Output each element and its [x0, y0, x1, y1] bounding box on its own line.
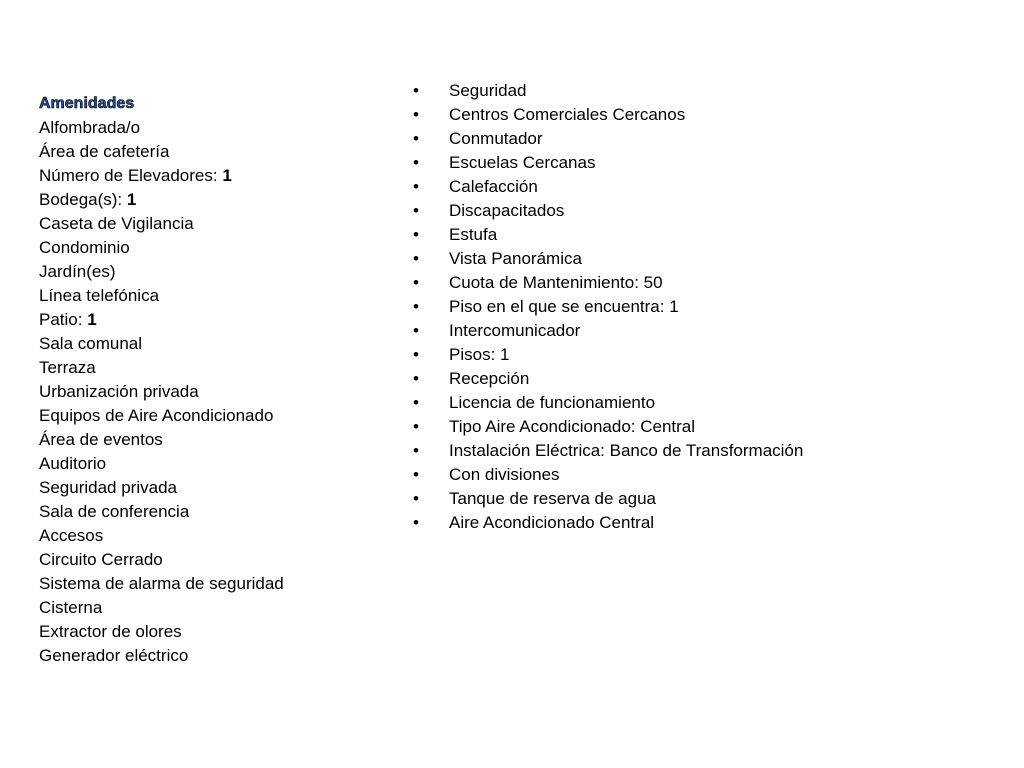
bullet-icon: •: [413, 273, 419, 292]
amenidad-label: Área de eventos: [39, 430, 163, 449]
caracteristica-label: Escuelas Cercanas: [449, 153, 596, 172]
caracteristica-label: Licencia de funcionamiento: [449, 393, 656, 412]
caracteristica-item: [410, 247, 1010, 271]
amenidad-label: Auditorio: [39, 454, 107, 473]
bullet-icon: •: [413, 297, 419, 316]
bullet-icon: •: [413, 129, 419, 148]
amenidad-label: Sistema de alarma de seguridad: [39, 574, 284, 593]
amenidad-value: 1: [126, 190, 137, 209]
bullet-icon: •: [413, 393, 419, 412]
amenidad-item: [39, 164, 379, 188]
caracteristica-label: Conmutador: [449, 129, 543, 148]
amenidad-value: 1: [222, 166, 232, 185]
amenidad-item: [39, 380, 379, 404]
caracteristica-item: [410, 391, 1010, 415]
bullet-icon: •: [413, 417, 419, 436]
caracteristica-item: [410, 487, 1010, 511]
caracteristica-item: [410, 151, 1010, 175]
caracteristica-item: [410, 343, 1010, 367]
caracteristica-item: [410, 271, 1010, 295]
caracteristica-label: Piso en el que se encuentra: 1: [449, 297, 679, 316]
amenidad-label: Número de Elevadores:: [39, 166, 223, 185]
caracteristica-label: Estufa: [449, 225, 498, 244]
caracteristica-item: [410, 319, 1010, 343]
amenidad-item: [39, 236, 379, 260]
amenidad-item: [39, 500, 379, 524]
amenidad-item: [39, 188, 379, 212]
caracteristica-item: [410, 199, 1010, 223]
amenidad-label: Generador eléctrico: [39, 646, 189, 665]
amenidad-item: [39, 596, 379, 620]
bullet-icon: •: [413, 249, 419, 268]
amenidad-label: Línea telefónica: [39, 286, 160, 305]
amenidad-item: [39, 140, 379, 164]
amenidad-item: [39, 524, 379, 548]
amenidad-item: [39, 572, 379, 596]
caracteristica-item: [410, 175, 1010, 199]
amenidad-item: [39, 644, 379, 668]
amenidad-item: [39, 452, 379, 476]
bullet-icon: •: [413, 321, 419, 340]
amenidad-label: Seguridad privada: [39, 478, 177, 497]
caracteristica-item: [410, 127, 1010, 151]
amenidad-item: [39, 428, 379, 452]
amenidad-item: [39, 620, 379, 644]
amenidades-list: [39, 116, 379, 668]
amenidad-label: Terraza: [39, 358, 96, 377]
amenidad-item: [39, 356, 379, 380]
amenidad-label: Área de cafetería: [39, 142, 170, 161]
amenidad-label: Equipos de Aire Acondicionado: [39, 406, 274, 425]
bullet-icon: •: [413, 225, 419, 244]
bullet-icon: •: [413, 465, 419, 484]
amenidad-item: [39, 548, 379, 572]
caracteristica-label: Aire Acondicionado Central: [449, 513, 655, 532]
amenidad-item: [39, 404, 379, 428]
caracteristica-label: Tanque de reserva de agua: [449, 489, 656, 508]
caracteristica-label: Seguridad: [449, 81, 527, 100]
amenidad-label: Circuito Cerrado: [39, 550, 163, 569]
bullet-icon: •: [413, 369, 419, 388]
caracteristica-item: [410, 79, 1010, 103]
amenidad-item: [39, 308, 379, 332]
caracteristica-label: Pisos: 1: [449, 345, 510, 364]
amenidades-heading: Amenidades: [39, 95, 135, 112]
bullet-icon: •: [413, 489, 419, 508]
caracteristicas-bullet-list: [410, 79, 1010, 535]
caracteristica-item: [410, 463, 1010, 487]
amenidad-item: [39, 116, 379, 140]
bullet-icon: •: [413, 441, 419, 460]
bullet-icon: •: [413, 105, 419, 124]
amenidad-label: Jardín(es): [39, 262, 116, 281]
amenidad-item: [39, 476, 379, 500]
caracteristica-label: Cuota de Mantenimiento: 50: [449, 273, 663, 292]
bullet-icon: •: [413, 201, 419, 220]
caracteristica-label: Recepción: [449, 369, 530, 388]
caracteristica-label: Discapacitados: [449, 201, 565, 220]
caracteristica-item: [410, 295, 1010, 319]
caracteristica-label: Con divisiones: [449, 465, 560, 484]
bullet-icon: •: [413, 177, 419, 196]
amenidad-item: [39, 332, 379, 356]
amenidad-item: [39, 260, 379, 284]
amenidad-label: Sala comunal: [39, 334, 143, 353]
caracteristica-label: Vista Panorámica: [449, 249, 582, 268]
amenidad-label: Urbanización privada: [39, 382, 199, 401]
bullet-icon: •: [413, 153, 419, 172]
amenidad-item: [39, 284, 379, 308]
caracteristica-item: [410, 367, 1010, 391]
amenidad-item: [39, 212, 379, 236]
amenidad-label: Extractor de olores: [39, 622, 182, 641]
caracteristica-label: Intercomunicador: [449, 321, 581, 340]
amenidad-label: Patio:: [39, 310, 88, 329]
amenidad-label: Sala de conferencia: [39, 502, 190, 521]
amenidad-label: Condominio: [39, 238, 130, 257]
amenidad-label: Accesos: [39, 526, 104, 545]
bullet-icon: •: [413, 81, 419, 100]
amenidades-section: [39, 92, 379, 668]
caracteristica-item: [410, 415, 1010, 439]
bullet-icon: •: [413, 513, 419, 532]
amenidad-label: Alfombrada/o: [39, 118, 141, 137]
caracteristica-label: Tipo Aire Acondicionado: Central: [449, 417, 696, 436]
caracteristica-label: Calefacción: [449, 177, 538, 196]
caracteristica-item: [410, 103, 1010, 127]
caracteristica-item: [410, 511, 1010, 535]
caracteristica-item: [410, 439, 1010, 463]
caracteristica-label: Instalación Eléctrica: Banco de Transformación: [449, 441, 804, 460]
caracteristica-item: [410, 223, 1010, 247]
bullet-icon: •: [413, 345, 419, 364]
amenidad-label: Caseta de Vigilancia: [39, 214, 194, 233]
amenidad-value: 1: [87, 310, 97, 329]
amenidad-label: Bodega(s):: [39, 190, 127, 209]
caracteristica-label: Centros Comerciales Cercanos: [449, 105, 686, 124]
amenidad-label: Cisterna: [39, 598, 103, 617]
